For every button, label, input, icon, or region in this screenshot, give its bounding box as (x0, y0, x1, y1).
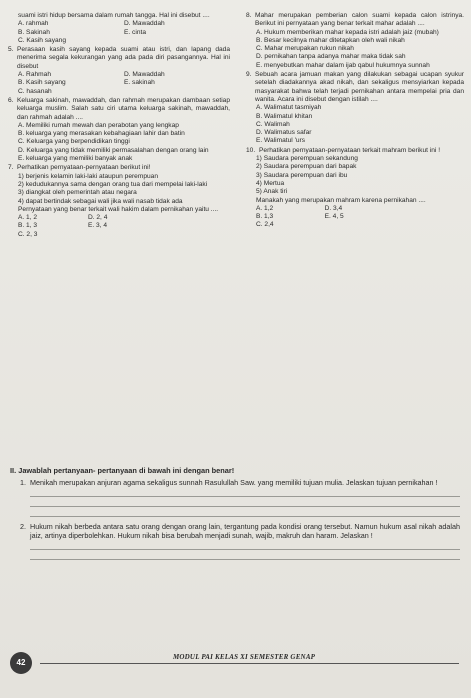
question-stem: Perhatikan pernyataan-pernyataan berikut ini! (17, 164, 151, 172)
question-number: 10. (246, 146, 256, 154)
option-a[interactable]: A. Walimatut tasmiyah (256, 104, 322, 112)
question-stem: Perasaan kasih sayang kepada suami atau istri, dan lapang dada menerima segala kekurangan yang ada pada diri pasangannya. Hal ini disebut (17, 46, 230, 70)
question-number: 5. (8, 46, 14, 54)
option-b[interactable]: B. Kasih sayang (18, 79, 66, 87)
essay-section (10, 466, 460, 560)
question-10 (246, 147, 464, 230)
question-5 (8, 46, 230, 96)
option-b[interactable]: B. Walimatul khitan (256, 112, 313, 120)
option-c[interactable]: C. 2, 3 (18, 230, 38, 238)
statement-5: 5) Anak tiri (256, 188, 288, 196)
option-a[interactable]: A. 1,2 (256, 204, 274, 212)
question-number: 8. (246, 12, 252, 19)
option-c[interactable]: C. Walimah (256, 120, 290, 128)
statement-4: 4) Mertua (256, 179, 285, 187)
option-c[interactable]: C. 2,4 (256, 221, 274, 229)
option-b[interactable]: B. 1,3 (256, 213, 274, 221)
statement-3: 3) diangkat oleh pemerintah atau negara (18, 189, 137, 197)
question-stem: Sebuah acara jamuan makan yang dilakukan sebagai ucapan syukur setelah diadakannya akad nikah, dan sekaligus mensyiarkan kepada masyarakat bahwa telah terjadi pernikahan antara mempelai pria dan wanita. Acara ini disebut dengan istilah .... (255, 71, 464, 103)
statement-4: 4) dapat bertindak sebagai wali jika wali nasab tidak ada (18, 197, 183, 205)
question-number: 7. (8, 164, 14, 172)
question-7 (8, 164, 230, 239)
option-d[interactable]: D. Mawaddah (124, 71, 165, 79)
option-b[interactable]: B. 1, 3 (18, 222, 38, 230)
answer-line[interactable] (30, 507, 460, 517)
footer-rule (40, 663, 459, 664)
statement-1: 1) berjenis kelamin laki-laki ataupun perempuan (18, 172, 159, 180)
option-a[interactable]: A. Memiliki rumah mewah dan perabotan yang lengkap (18, 121, 179, 129)
option-c[interactable]: C. Mahar merupakan rukun nikah (256, 45, 354, 53)
option-e[interactable]: E. 4, 5 (324, 213, 344, 221)
question-number: 1. (20, 478, 26, 487)
answer-line[interactable] (30, 497, 460, 507)
option-a[interactable]: A. rahmah (18, 20, 49, 28)
question-tail: Manakah yang merupakan mahram karena pernikahan .... (256, 196, 426, 204)
question-6 (8, 97, 230, 163)
question-9 (246, 71, 464, 146)
option-e[interactable]: E. 3, 4 (87, 222, 108, 230)
answer-line[interactable] (30, 540, 460, 550)
question-number: 2. (20, 522, 26, 531)
option-d[interactable]: D. 2, 4 (87, 214, 108, 222)
essay-question-1 (10, 478, 460, 487)
question-8 (246, 12, 464, 70)
option-d[interactable]: D. Mawaddah (124, 20, 165, 28)
page-footer (0, 648, 471, 698)
footer-title: MODUL PAI KELAS XI SEMESTER GENAP (170, 653, 318, 661)
question-tail: Pernyataan yang benar terkait wali hakim dalam pernikahan yaitu .... (18, 205, 219, 213)
option-a[interactable]: A. Hukum memberikan mahar kepada istri adalah jaiz (mubah) (256, 28, 439, 36)
question-stem: Hukum nikah berbeda antara satu orang dengan orang lain, tergantung pada kondisi orang tersebut. Namun hukum asal nikah adalah jaiz, artinya diperbolehkan. Hukum nikah bisa berubah menjadi sunah, wajib, makruh dan haram. Jelaskan ! (30, 522, 460, 540)
option-e[interactable]: E. Walimatul 'urs (256, 137, 306, 145)
option-c[interactable]: C. hasanah (18, 87, 52, 95)
option-e[interactable]: E. sakinah (124, 79, 155, 87)
question-stem: Menikah merupakan anjuran agama sekaligus sunnah Rasulullah Saw. yang memiliki tujuan mulia. Jelaskan tujuan pernikahan ! (30, 478, 438, 487)
statement-2: 2) kedudukannya sama dengan orang tua dari mempelai laki-laki (18, 180, 208, 188)
question-number: 9. (246, 71, 252, 79)
option-d[interactable]: D. pernikahan tanpa adanya mahar maka tidak sah (256, 53, 406, 61)
option-b[interactable]: B. Besar kecilnya mahar ditetapkan oleh wali nikah (256, 36, 405, 44)
page-number-badge: 42 (10, 652, 32, 674)
option-a[interactable]: A. 1, 2 (18, 214, 38, 222)
question-4-stem: suami istri hidup bersama dalam rumah tangga. Hal ini disebut .... (18, 12, 210, 19)
question-number: 6. (8, 96, 14, 104)
statement-3: 3) Saudara perempuan dari ibu (256, 171, 348, 179)
option-d[interactable]: D. Keluarga yang tidak memiliki permasalahan dengan orang lain (18, 146, 209, 154)
question-stem: Perhatikan pernyataan-pernyataan terkait mahram berikut ini ! (259, 146, 441, 154)
statement-2: 2) Saudara perempuan dari bapak (256, 163, 357, 171)
option-e[interactable]: E. keluarga yang memiliki banyak anak (18, 155, 133, 163)
option-e[interactable]: E. cinta (124, 28, 146, 36)
option-d[interactable]: D. Walimatus safar (256, 129, 312, 137)
left-column (8, 12, 230, 240)
answer-line[interactable] (30, 487, 460, 497)
question-stem: Keluarga sakinah, mawaddah, dan rahmah merupakan dambaan setiap keluarga muslim. Salah satu ciri utama keluarga sakinah, mawaddah, dan rahmah adalah .... (17, 96, 230, 121)
option-e[interactable]: E. menyebutkan mahar dalam ijab qabul hukumnya sunnah (256, 61, 430, 69)
answer-line[interactable] (30, 550, 460, 560)
option-c[interactable]: C. Keluarga yang berpendidikan tinggi (18, 138, 130, 146)
question-stem: Mahar merupakan pemberian calon suami kepada calon istrinya. Berikut ini pernyataan yang benar terkait mahar adalah .... (255, 12, 464, 28)
statement-1: 1) Saudara perempuan sekandung (256, 155, 358, 163)
question-4-continued (8, 12, 230, 45)
right-column (246, 12, 464, 231)
option-b[interactable]: B. Sakinah (18, 28, 50, 36)
option-a[interactable]: A. Rahmah (18, 71, 51, 79)
option-c[interactable]: C. Kasih sayang (18, 36, 67, 44)
essay-question-2 (10, 522, 460, 540)
section-heading: II. Jawablah pertanyaan- pertanyaan di bawah ini dengan benar! (10, 466, 235, 475)
option-b[interactable]: B. keluarga yang merasakan kebahagiaan lahir dan batin (18, 130, 185, 138)
option-d[interactable]: D. 3,4 (324, 204, 343, 212)
